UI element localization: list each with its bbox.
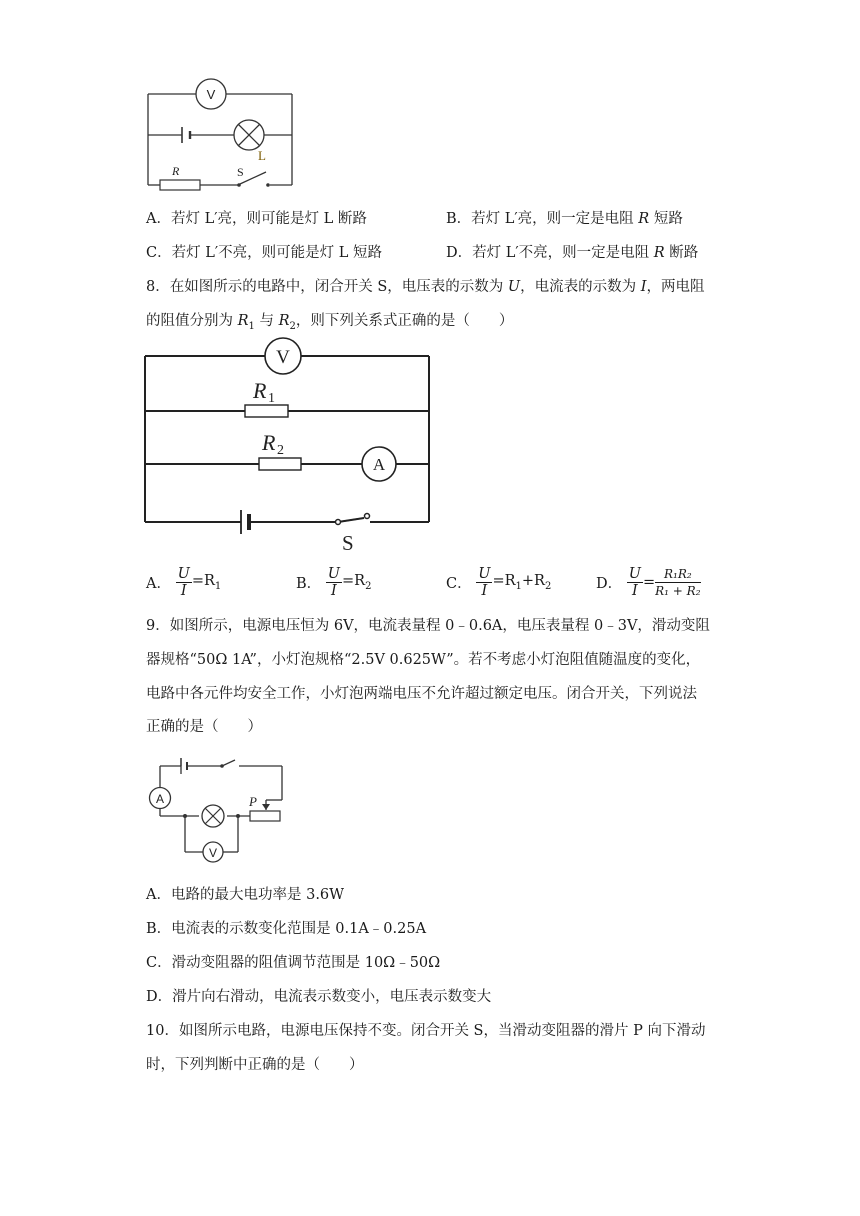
q8-option-c[interactable]: [446, 566, 551, 599]
resistor-variable: R: [638, 211, 650, 227]
option-text-end: 短路: [649, 211, 683, 227]
option-letter: C．: [146, 245, 172, 261]
stem-text: ，则下列关系式正确的是（ ）: [295, 313, 514, 329]
svg-text:R: R: [253, 378, 267, 403]
var-u: U: [507, 279, 521, 295]
question-number: 9．: [146, 618, 170, 634]
equals-sign: =: [642, 574, 656, 591]
q8-option-b[interactable]: [296, 566, 371, 599]
stem-text: 如图所示，电源电压恒为 6V，电流表量程 0﹣0.6A，电压表量程 0﹣3V，滑动变阻: [169, 618, 710, 634]
lamp-icon: [202, 805, 224, 827]
var-r1: R: [237, 313, 249, 329]
svg-text:V: V: [208, 846, 218, 860]
option-text: 若灯 L′亮，则一定是电阻: [471, 211, 639, 227]
q8-stem-line1: [146, 275, 704, 296]
resistor-icon: [160, 164, 200, 190]
voltmeter-icon: [196, 79, 226, 109]
svg-text:S: S: [237, 165, 244, 179]
svg-text:R: R: [172, 164, 180, 178]
q9-stem-line1: [146, 614, 710, 635]
fraction: [476, 566, 492, 599]
resistor-r1-icon: [245, 378, 288, 417]
option-rhs: [492, 573, 552, 592]
resistor-r2-icon: [259, 430, 301, 470]
rhs-text: =R: [342, 573, 366, 590]
fraction-numerator: U: [177, 566, 190, 582]
option-text-end: 断路: [664, 245, 699, 261]
svg-text:V: V: [276, 347, 290, 368]
svg-text:A: A: [372, 455, 386, 474]
q9-option-a[interactable]: [146, 883, 344, 904]
stem-text: 如图所示电路，电源电压保持不变。闭合开关 S，当滑动变阻器的滑片 P 向下滑动: [178, 1023, 706, 1039]
option-letter: B．: [146, 921, 172, 937]
q7-option-b[interactable]: [446, 207, 683, 228]
rhs-text: +R: [521, 573, 545, 590]
stem-text: 与: [254, 313, 279, 329]
subscript: 1: [248, 320, 255, 332]
fraction-numerator: U: [478, 566, 491, 582]
svg-text:R: R: [262, 430, 276, 455]
ammeter-icon: [362, 447, 396, 481]
option-text: 若灯 L′亮，则可能是灯 L 断路: [170, 211, 367, 227]
fraction-numerator: U: [327, 566, 340, 582]
svg-text:P: P: [249, 794, 257, 809]
option-letter: B．: [446, 211, 472, 227]
option-text: 滑动变阻器的阻值调节范围是 10Ω﹣50Ω: [171, 955, 441, 971]
svg-text:L: L: [258, 148, 266, 163]
ammeter-icon: [150, 788, 171, 809]
option-letter: D．: [146, 989, 173, 1005]
option-text: 电路的最大电功率是 3.6W: [170, 887, 345, 903]
question-number: 8．: [146, 279, 170, 295]
var-i: I: [640, 279, 647, 295]
q9-option-d[interactable]: [146, 985, 491, 1006]
q9-stem-line3: 电路中各元件均安全工作，小灯泡两端电压不允许超过额定电压。闭合开关，下列说法: [146, 686, 697, 702]
voltmeter-icon: [203, 842, 223, 862]
fraction-denominator: I: [481, 583, 488, 599]
subscript: 1: [214, 580, 222, 592]
stem-text: 在如图所示的电路中，闭合开关 S，电压表的示数为: [169, 279, 508, 295]
svg-text:2: 2: [277, 443, 284, 458]
fraction-numerator: U: [628, 566, 641, 582]
q8-option-a[interactable]: [146, 566, 221, 599]
option-letter: C．: [446, 576, 472, 592]
lamp-icon: [234, 120, 266, 163]
fraction: [627, 566, 643, 599]
option-letter: A．: [146, 576, 171, 592]
fraction-denominator: R₁ + R₂: [655, 584, 701, 598]
rheostat-icon: [248, 794, 280, 821]
q7-option-a[interactable]: [146, 207, 367, 228]
option-rhs: [342, 573, 372, 592]
subscript: 1: [515, 580, 522, 592]
fraction-numerator: R₁R₂: [655, 566, 700, 583]
subscript: 2: [544, 580, 552, 592]
voltmeter-icon: [265, 338, 301, 374]
subscript: 2: [289, 320, 296, 332]
q9-option-c[interactable]: [146, 951, 440, 972]
fraction-denominator: I: [632, 583, 638, 599]
q9-stem-line4: 正确的是（ ）: [146, 719, 262, 735]
option-text: 电流表的示数变化范围是 0.1A﹣0.25A: [171, 921, 427, 937]
resistor-variable: R: [653, 245, 665, 261]
option-letter: D．: [596, 576, 623, 592]
question-number: 10．: [146, 1023, 179, 1039]
option-letter: C．: [146, 955, 172, 971]
fraction: [326, 566, 342, 599]
stem-text: ，电流表的示数为: [520, 279, 641, 295]
subscript: 2: [365, 580, 372, 592]
stem-text: 的阻值分别为: [146, 313, 238, 329]
q7-option-d[interactable]: [446, 241, 698, 262]
fraction: [655, 566, 700, 599]
option-text: 若灯 L′不亮，则一定是电阻: [472, 245, 654, 261]
q9-circuit-diagram: [143, 752, 293, 867]
q9-stem-line2: 器规格“50Ω 1A”，小灯泡规格“2.5V 0.625W”。若不考虑小灯泡阻值随温度的变化，: [146, 652, 701, 668]
option-letter: A．: [146, 211, 171, 227]
option-text: 若灯 L′不亮，则可能是灯 L 短路: [171, 245, 382, 261]
fraction-denominator: I: [180, 583, 187, 599]
svg-text:V: V: [206, 87, 216, 102]
var-r2: R: [278, 313, 290, 329]
option-letter: D．: [446, 245, 473, 261]
q8-stem-line2: [146, 309, 513, 332]
option-letter: B．: [296, 576, 322, 592]
svg-text:A: A: [155, 792, 165, 806]
q9-option-b[interactable]: [146, 917, 426, 938]
fraction: [176, 566, 192, 599]
q8-option-d[interactable]: [596, 566, 701, 599]
svg-text:S: S: [342, 531, 354, 555]
q10-stem-line2: 时，下列判断中正确的是（ ）: [146, 1057, 364, 1073]
svg-text:1: 1: [268, 391, 275, 406]
q7-option-c[interactable]: [146, 241, 382, 262]
q10-stem-line1: [146, 1019, 705, 1040]
stem-text: ，两电阻: [646, 279, 705, 295]
rhs-text: =R: [191, 573, 215, 590]
fraction-denominator: I: [331, 583, 337, 599]
option-rhs: [191, 573, 222, 592]
rhs-text: =R: [492, 573, 516, 590]
option-letter: A．: [146, 887, 171, 903]
q8-circuit-diagram: [140, 336, 440, 556]
option-text: 滑片向右滑动，电流表示数变小，电压表示数变大: [172, 989, 492, 1005]
q7-circuit-diagram: [140, 80, 300, 190]
